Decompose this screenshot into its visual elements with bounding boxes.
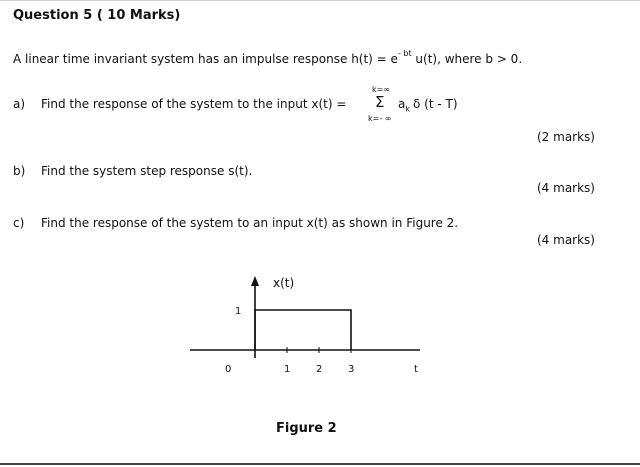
sum-upper-limit: k=∞: [372, 85, 390, 94]
sum-term-a: a: [398, 97, 406, 111]
intro-exponent: - bt: [397, 49, 412, 58]
page-bottom-border: [0, 463, 640, 465]
sum-lower-limit: k=- ∞: [368, 114, 392, 123]
sum-symbol: Σ: [375, 93, 385, 111]
x-tick-label: 3: [348, 364, 355, 375]
part-a-text: Find the response of the system to the input x(t) =: [41, 97, 347, 111]
part-c-text: Find the response of the system to an input x(t) as shown in Figure 2.: [41, 216, 459, 230]
x-tick-label: 1: [284, 364, 291, 375]
figure-caption: Figure 2: [276, 421, 337, 436]
sum-term-rest: δ (t - T): [413, 97, 458, 111]
intro-text-before: A linear time invariant system has an impulse response h(t) = e: [13, 52, 398, 66]
part-b-label: b): [13, 164, 26, 178]
x-tick-label: 0: [225, 364, 232, 375]
x-axis-label: t: [414, 364, 418, 375]
amplitude-label: 1: [235, 306, 242, 317]
pulse-signal: [255, 310, 351, 350]
intro-text-after: u(t), where b > 0.: [411, 52, 523, 66]
question-title: Question 5 ( 10 Marks): [13, 8, 181, 23]
part-b-text: Find the system step response s(t).: [41, 164, 253, 178]
part-a-marks: (2 marks): [537, 130, 595, 144]
part-c-label: c): [13, 216, 25, 230]
part-a-label: a): [13, 97, 26, 111]
x-tick-marks: [225, 347, 354, 375]
x-tick-label: 2: [316, 364, 323, 375]
y-axis-label: x(t): [273, 276, 295, 290]
y-axis-arrowhead: [251, 276, 259, 286]
sum-term-subscript: k: [405, 104, 410, 114]
part-c-marks: (4 marks): [537, 233, 595, 247]
part-b-marks: (4 marks): [537, 181, 595, 195]
